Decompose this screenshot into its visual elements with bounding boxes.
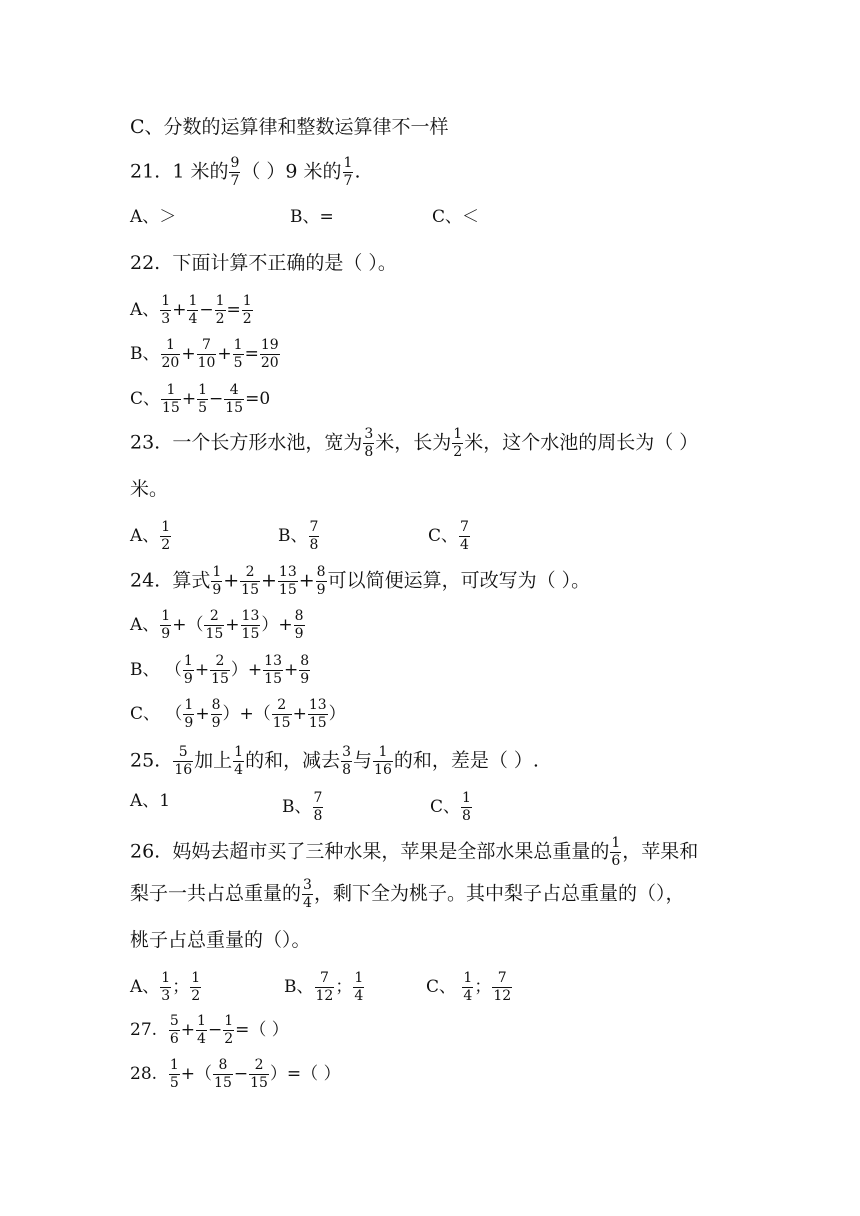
numerator: 1	[191, 970, 201, 986]
text-segment: ；	[172, 977, 190, 997]
denominator: 15	[214, 1075, 232, 1091]
fraction	[211, 564, 222, 599]
q21-option-b: B、=	[290, 207, 334, 227]
numerator: 13	[308, 697, 327, 713]
denominator: 7	[230, 173, 240, 189]
question-stem: 下面计算不正确的是（ ）。	[172, 252, 397, 274]
fraction	[215, 293, 226, 328]
fraction	[187, 293, 198, 328]
text-segment: A、	[130, 300, 160, 320]
question-23	[130, 426, 698, 461]
fraction	[211, 697, 222, 732]
denominator: 8	[462, 808, 471, 824]
fraction	[242, 293, 253, 328]
denominator: 15	[162, 400, 180, 416]
q25-option-c	[430, 790, 473, 825]
text-segment: −	[209, 389, 224, 409]
question-number: 27.	[130, 1020, 158, 1040]
denominator: 15	[272, 715, 291, 731]
denominator: 5	[169, 1075, 179, 1091]
text-segment: 的和，差是（ ）.	[393, 749, 539, 772]
fraction	[302, 877, 313, 912]
fraction	[161, 382, 181, 417]
numerator: 8	[294, 608, 304, 624]
fraction	[204, 608, 224, 643]
text-segment: ）+	[261, 615, 293, 635]
prev-option-c: C、分数的运算律和整数运算律不一样	[130, 116, 449, 138]
numerator: 13	[278, 564, 297, 580]
text-segment: B、	[282, 797, 312, 817]
denominator: 7	[343, 173, 353, 189]
numerator: 1	[224, 1013, 234, 1029]
fraction	[263, 653, 283, 688]
q22-option-c	[130, 382, 270, 417]
fraction	[452, 426, 463, 461]
numerator: 1	[161, 608, 171, 624]
denominator: 9	[294, 626, 304, 642]
text-segment: =（ ）	[235, 1020, 289, 1040]
text-segment: +	[172, 300, 187, 320]
text-segment: +	[194, 660, 210, 680]
denominator: 9	[212, 582, 222, 598]
text-segment: B、	[130, 344, 160, 364]
fraction	[316, 564, 327, 599]
numerator: 3	[364, 426, 374, 442]
text-segment: ，苹果和	[622, 840, 699, 863]
denominator: 8	[364, 444, 374, 460]
fraction	[229, 155, 240, 190]
question-number: 26.	[130, 840, 161, 863]
numerator: 1	[463, 970, 473, 986]
text-segment: +	[225, 615, 240, 635]
fraction	[459, 519, 470, 554]
denominator: 16	[174, 762, 193, 778]
question-26	[130, 835, 698, 870]
text-segment: +	[223, 569, 240, 592]
text-segment: C、	[430, 797, 461, 817]
denominator: 15	[250, 1075, 268, 1091]
numerator: 8	[316, 564, 326, 580]
text-segment: 1 米的	[172, 160, 229, 183]
fraction	[461, 790, 472, 825]
numerator: 8	[211, 697, 221, 713]
question-number: 21.	[130, 160, 161, 183]
denominator: 2	[161, 537, 171, 553]
fraction	[224, 382, 244, 417]
numerator: 7	[315, 970, 335, 988]
fraction	[173, 744, 193, 779]
text-segment: ）+	[230, 660, 263, 680]
numerator: 1	[184, 697, 194, 713]
text-segment: A、	[130, 526, 160, 546]
fraction	[160, 970, 171, 1005]
numerator: 7	[313, 790, 323, 806]
fraction	[462, 970, 473, 1005]
fraction	[223, 1013, 234, 1048]
denominator: 9	[184, 715, 194, 731]
text-segment: +	[180, 1020, 196, 1040]
fraction	[249, 1057, 269, 1092]
denominator: 15	[264, 671, 282, 687]
fraction	[373, 744, 393, 779]
denominator: 6	[611, 853, 621, 869]
text-segment: ）=（ ）	[269, 1064, 341, 1084]
fraction	[272, 697, 292, 732]
q23-option-c	[428, 519, 471, 554]
denominator: 4	[460, 537, 469, 553]
numerator: 3	[303, 877, 312, 893]
text-segment: 的和，减去	[245, 749, 341, 772]
numerator: 1	[161, 337, 181, 355]
fraction	[233, 744, 244, 779]
numerator: 1	[161, 970, 171, 986]
text-segment: （	[165, 704, 183, 724]
numerator: 7	[492, 970, 512, 988]
denominator: 2	[215, 311, 225, 327]
numerator: 7	[197, 337, 217, 355]
text-segment: =0	[245, 389, 271, 409]
numerator: 13	[241, 608, 260, 624]
denominator: 9	[316, 582, 326, 598]
q22-option-a	[130, 293, 254, 328]
q24-option-a	[130, 608, 306, 643]
text-segment: +	[292, 704, 307, 724]
text-segment: −	[207, 1020, 223, 1040]
fraction	[341, 744, 352, 779]
text-segment: ）	[328, 704, 346, 724]
q24-option-b	[130, 653, 311, 688]
q21-option-c: C、＜	[432, 207, 480, 227]
fraction	[213, 1057, 233, 1092]
numerator: 13	[264, 653, 282, 669]
denominator: 2	[191, 988, 201, 1004]
text-segment: A、	[130, 977, 160, 997]
q26-option-c	[426, 970, 513, 1005]
text-segment: +	[283, 660, 299, 680]
numerator: 2	[240, 564, 260, 582]
fraction	[240, 564, 260, 599]
denominator: 8	[313, 808, 323, 824]
numerator: 4	[224, 382, 244, 400]
question-26-line-2	[130, 877, 684, 912]
fraction	[278, 564, 298, 599]
denominator: 6	[169, 1031, 179, 1047]
text-segment: C、	[130, 704, 161, 724]
numerator: 2	[210, 653, 230, 671]
text-segment: ）+（	[222, 704, 271, 724]
question-number: 25.	[130, 749, 161, 772]
text-segment: +	[181, 389, 197, 409]
denominator: 12	[315, 988, 334, 1004]
q23-option-b	[278, 519, 320, 554]
numerator: 1	[169, 1057, 179, 1073]
numerator: 2	[249, 1057, 269, 1075]
denominator: 4	[188, 311, 198, 327]
question-21	[130, 155, 361, 190]
denominator: 12	[493, 988, 512, 1004]
denominator: 4	[303, 895, 312, 911]
text-segment: =	[226, 300, 241, 320]
fraction	[233, 337, 244, 372]
numerator: 7	[309, 519, 319, 535]
text-segment: C、	[130, 389, 161, 409]
question-24	[130, 564, 590, 599]
denominator: 3	[161, 311, 171, 327]
text-segment: ；	[474, 977, 492, 997]
fraction	[294, 608, 305, 643]
text-segment: 妈妈去超市买了三种水果，苹果是全部水果总重量的	[172, 840, 610, 863]
fraction	[210, 653, 230, 688]
text-segment: C、	[428, 526, 459, 546]
denominator: 4	[234, 762, 244, 778]
question-26-line-3: 桃子占总重量的（）。	[130, 929, 311, 951]
q25-option-a: A、1	[130, 791, 171, 811]
denominator: 9	[161, 626, 171, 642]
q26-option-a	[130, 970, 202, 1005]
text-segment: B、	[278, 526, 308, 546]
fraction	[197, 337, 217, 372]
text-segment: （ ）9 米的	[241, 160, 342, 183]
denominator: 4	[197, 1031, 206, 1047]
fraction	[160, 608, 171, 643]
fraction	[299, 653, 310, 688]
fraction	[315, 970, 335, 1005]
fraction	[161, 337, 181, 372]
numerator: 1	[354, 970, 364, 986]
question-27	[130, 1013, 289, 1048]
denominator: 4	[354, 988, 364, 1004]
numerator: 1	[462, 790, 471, 806]
text-segment: +（	[172, 615, 204, 635]
denominator: 9	[300, 671, 310, 687]
question-25	[130, 744, 539, 779]
denominator: 9	[211, 715, 221, 731]
fraction	[610, 835, 621, 870]
denominator: 5	[198, 400, 208, 416]
text-segment: （	[164, 660, 182, 680]
text-segment: 加上	[194, 749, 233, 772]
fraction	[260, 337, 280, 372]
fraction	[363, 426, 374, 461]
numerator: 5	[169, 1013, 179, 1029]
question-number: 28.	[130, 1064, 158, 1084]
text-segment: 米，这个水池的周长为（ ）	[464, 431, 699, 454]
fraction	[160, 293, 171, 328]
text-segment: +	[261, 569, 277, 592]
fraction	[241, 608, 261, 643]
denominator: 4	[463, 988, 473, 1004]
numerator: 1	[215, 293, 225, 309]
text-segment: +（	[180, 1064, 213, 1084]
numerator: 8	[300, 653, 310, 669]
question-28	[130, 1057, 341, 1092]
numerator: 5	[173, 744, 193, 762]
denominator: 3	[161, 988, 171, 1004]
fraction	[197, 382, 208, 417]
text-segment: 梨子一共占总重量的	[130, 882, 302, 905]
numerator: 2	[272, 697, 292, 715]
denominator: 15	[205, 626, 224, 642]
denominator: 15	[241, 582, 259, 598]
fraction	[169, 1013, 180, 1048]
text-segment: 米，长为	[375, 431, 452, 454]
denominator: 15	[308, 715, 327, 731]
fraction	[160, 519, 171, 554]
numerator: 1	[197, 1013, 206, 1029]
numerator: 1	[198, 382, 208, 398]
text-segment: 可以简便运算，可改写为（ ）。	[327, 569, 591, 592]
denominator: 10	[197, 355, 216, 371]
q25-option-b	[282, 790, 324, 825]
text-segment: B、	[130, 660, 160, 680]
fraction	[169, 1057, 180, 1092]
numerator: 9	[230, 155, 240, 171]
fraction	[492, 970, 512, 1005]
denominator: 16	[374, 762, 392, 778]
fraction	[308, 697, 328, 732]
numerator: 1	[212, 564, 222, 580]
fraction	[313, 790, 324, 825]
denominator: 15	[278, 582, 297, 598]
fraction	[353, 970, 364, 1005]
question-number: 24.	[130, 569, 161, 592]
denominator: 15	[225, 400, 244, 416]
numerator: 7	[460, 519, 469, 535]
fraction	[183, 697, 194, 732]
fraction	[343, 155, 354, 190]
denominator: 20	[161, 355, 180, 371]
numerator: 1	[343, 155, 353, 171]
q26-option-b	[284, 970, 365, 1005]
text-segment: .	[354, 160, 361, 183]
denominator: 20	[260, 355, 279, 371]
question-number: 23.	[130, 431, 161, 454]
numerator: 1	[161, 293, 171, 309]
fraction	[183, 653, 194, 688]
text-segment: ；	[335, 977, 353, 997]
text-segment: =	[244, 344, 259, 364]
q24-option-c	[130, 697, 346, 732]
text-segment: +	[217, 344, 232, 364]
numerator: 1	[161, 382, 181, 400]
numerator: 1	[234, 744, 244, 760]
q23-option-a	[130, 519, 172, 554]
fraction	[196, 1013, 207, 1048]
denominator: 5	[233, 355, 243, 371]
q22-option-b	[130, 337, 281, 372]
denominator: 15	[211, 671, 229, 687]
numerator: 8	[213, 1057, 233, 1075]
denominator: 2	[453, 444, 463, 460]
text-segment: 一个长方形水池，宽为	[172, 431, 363, 454]
question-number: 22.	[130, 252, 161, 274]
numerator: 1	[242, 293, 252, 309]
denominator: 8	[342, 762, 352, 778]
text-segment: B、	[284, 977, 314, 997]
denominator: 15	[241, 626, 260, 642]
q21-option-a: A、＞	[130, 207, 177, 227]
text-segment: +	[195, 704, 210, 724]
numerator: 2	[204, 608, 224, 626]
denominator: 8	[309, 537, 319, 553]
text-segment: A、	[130, 615, 160, 635]
numerator: 1	[183, 653, 193, 669]
denominator: 2	[242, 311, 252, 327]
numerator: 3	[342, 744, 352, 760]
fraction	[190, 970, 201, 1005]
text-segment: −	[199, 300, 214, 320]
numerator: 1	[188, 293, 198, 309]
text-segment: −	[233, 1064, 249, 1084]
numerator: 1	[233, 337, 243, 353]
text-segment: +	[298, 569, 315, 592]
denominator: 2	[224, 1031, 234, 1047]
numerator: 1	[611, 835, 621, 851]
numerator: 19	[260, 337, 279, 353]
numerator: 1	[161, 519, 171, 535]
question-22	[130, 252, 397, 274]
text-segment: C、	[426, 977, 457, 997]
denominator: 9	[183, 671, 193, 687]
numerator: 1	[453, 426, 463, 442]
fraction	[309, 519, 320, 554]
text-segment: 与	[353, 749, 373, 772]
numerator: 1	[373, 744, 393, 762]
text-segment: 算式	[172, 569, 211, 592]
text-segment: ，剩下全为桃子。其中梨子占总重量的（），	[313, 882, 685, 905]
text-segment: +	[181, 344, 196, 364]
question-23-continued: 米。	[130, 478, 169, 500]
